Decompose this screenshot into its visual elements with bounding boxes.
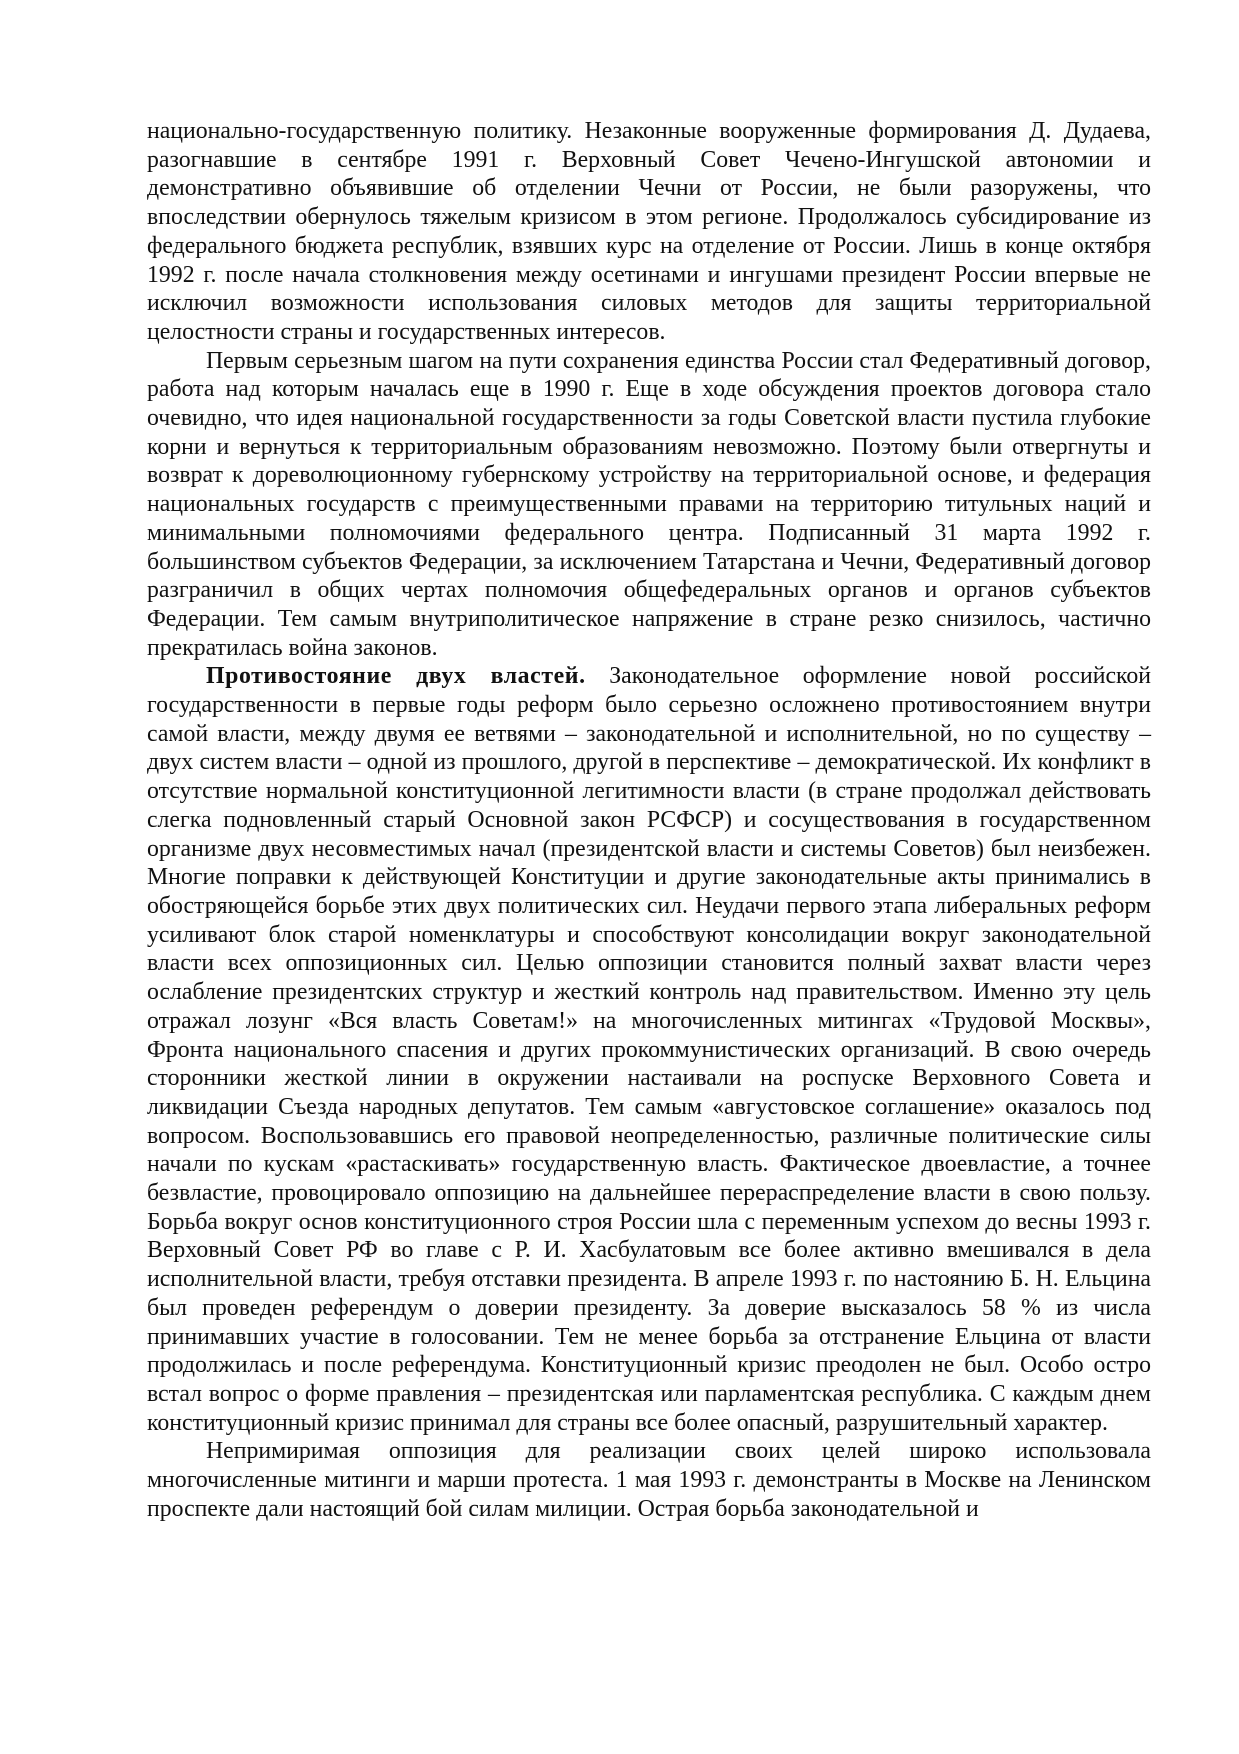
paragraph-1: национально-государственную политику. Незаконные вооруженные формирования Д. Дудаева, разогнавшие в сентябре 1991 г. Верховный Совет Чечено-Ингушской автономии и демонстративно объявившие об отделении Чечни от России, не были разоружены, что впоследствии обернулось тяжелым кризисом в этом регионе. Продолжалось субсидирование из федерального бюджета республик, взявших курс на отделение от России. Лишь в конце октября 1992 г. после начала столкновения между осетинами и ингушами президент России впервые не исключил возможности использования силовых методов для защиты территориальной целостности страны и государственных интересов. <box>147 118 1151 345</box>
document-page <box>147 117 1151 1523</box>
paragraph-3 <box>147 662 1151 1437</box>
section-heading: Противостояние двух властей. <box>206 663 586 690</box>
paragraph-4: Непримиримая оппозиция для реализации своих целей широко использовала многочисленные митинги и марши протеста. 1 мая 1993 г. демонстранты в Москве на Ленинском проспекте дали настоящий бой силам милиции. Острая борьба законодательной и <box>147 1438 1151 1522</box>
paragraph-2: Первым серьезным шагом на пути сохранения единства России стал Федеративный договор, работа над которым началась еще в 1990 г. Еще в ходе обсуждения проектов договора стало очевидно, что идея национальной государственности за годы Советской власти пустила глубокие корни и вернуться к территориальным образованиям невозможно. Поэтому были отвергнуты и возврат к дореволюционному губернскому устройству на территориальной основе, и федерация национальных государств с преимущественными правами на территорию титульных наций и минимальными полномочиями федерального центра. Подписанный 31 марта 1992 г. большинством субъектов Федерации, за исключением Татарстана и Чечни, Федеративный договор разграничил в общих чертах полномочия общефедеральных органов и органов субъектов Федерации. Тем самым внутриполитическое напряжение в стране резко снизилось, частично прекратилась война законов. <box>147 347 1151 661</box>
paragraph-3-text: Законодательное оформление новой российской государственности в первые годы реформ было серьезно осложнено противостоянием внутри самой власти, между двумя ее ветвями – законодательной и исполнительной, но по существу – двух систем власти – одной из прошлого, другой в перспективе – демократической. Их конфликт в отсутствие нормальной конституционной легитимности власти (в стране продолжал действовать слегка подновленный старый Основной закон РСФСР) и сосуществования в государственном организме двух несовместимых начал (президентской власти и системы Советов) был неизбежен. Многие поправки к действующей Конституции и другие законодательные акты принимались в обостряющейся борьбе этих двух политических сил. Неудачи первого этапа либеральных реформ усиливают блок старой номенклатуры и способствуют консолидации вокруг законодательной власти всех оппозиционных сил. Целью оппозиции становится полный захват власти через ослабление президентских структур и жесткий контроль над правительством. Именно эту цель отражал лозунг «Вся власть Советам!» на многочисленных митингах «Трудовой Москвы», Фронта национального спасения и других прокоммунистических организаций. В свою очередь сторонники жесткой линии в окружении настаивали на роспуске Верховного Совета и ликвидации Съезда народных депутатов. Тем самым «августовское соглашение» оказалось под вопросом. Воспользовавшись его правовой неопределенностью, различные политические силы начали по кускам «растаскивать» государственную власть. Фактическое двоевластие, а точнее безвластие, провоцировало оппозицию на дальнейшее перераспределение власти в свою пользу. Борьба вокруг основ конституционного строя России шла с переменным успехом до весны 1993 г. Верховный Совет РФ во главе с Р. И. Хасбулатовым все более активно вмешивался в дела исполнительной власти, требуя отставки президента. В апреле 1993 г. по настоянию Б. Н. Ельцина был проведен референдум о доверии президенту. За доверие высказалось 58 % из числа принимавших участие в голосовании. Тем не менее борьба за отстранение Ельцина от власти продолжилась и после референдума. Конституционный кризис преодолен не был. Особо остро встал вопрос о форме правления – президентская или парламентская республика. С каждым днем конституционный кризис принимал для страны все более опасный, разрушительный характер. <box>147 663 1151 1436</box>
